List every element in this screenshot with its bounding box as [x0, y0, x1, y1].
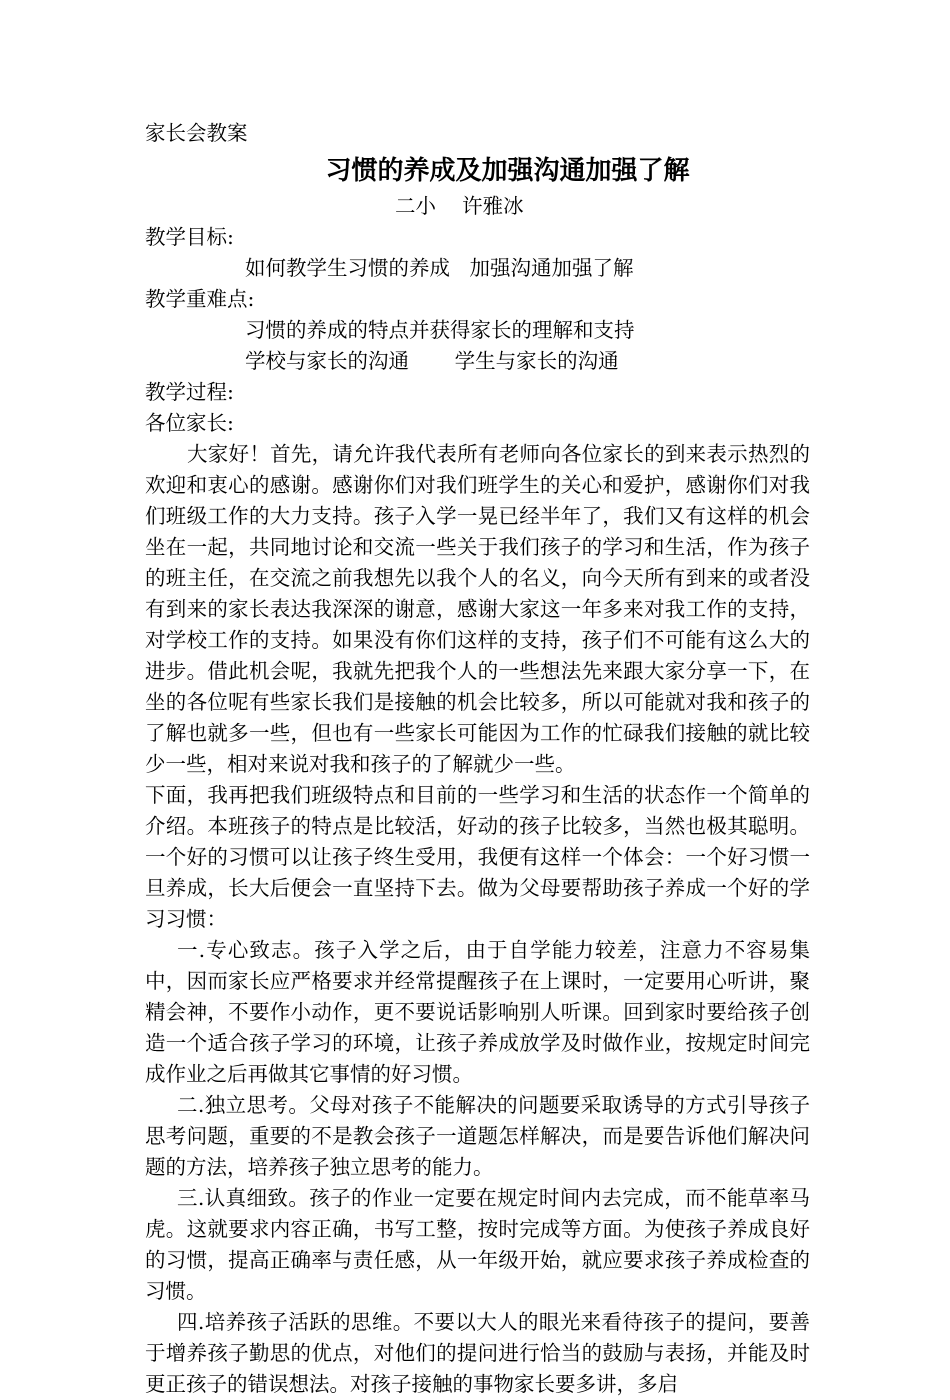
- key-heading: 教学重难点:: [145, 287, 255, 311]
- welcome-paragraph: 大家好！首先，请允许我代表所有老师向各位家长的到来表示热烈的欢迎和衷心的感谢。感谢你们对我们班学生的关心和爱护，感谢你们对我们班级工作的大力支持。孩子入学一晃已经半年了，我们又有这样的机会坐在一起，共同地讨论和交流一些关于我们孩子的学习和生活，作为孩子的班主任，在交流之前我想先以我个人的名义，向今天所有到来的或者没有到来的家长表达我深深的谢意，感谢大家这一年多来对我工作的支持，对学校工作的支持。如果没有你们这样的支持，孩子们不可能有这么大的进步。借此机会呢，我就先把我个人的一些想法先来跟大家分享一下，在坐的各位呢有些家长我们是接触的机会比较多，所以可能就对我和孩子的了解也就多一些，但也有一些家长可能因为工作的忙碌我们接触的就比较少一些，相对来说对我和孩子的了解就少一些。: [145, 442, 810, 776]
- greeting: 各位家长:: [145, 411, 234, 435]
- habit-item-4: 四.培养孩子活跃的思维。不要以大人的眼光来看待孩子的提问，要善于增养孩子勤思的优点，对他们的提问进行恰当的鼓励与表扬，并能及时更正孩子的错误想法。对孩子接触的事物家长要多讲，多启: [145, 1310, 810, 1396]
- key-point-2: 学校与家长的沟通 学生与家长的沟通: [245, 349, 619, 373]
- habit-item-1: 一.专心致志。孩子入学之后，由于自学能力较差，注意力不容易集中，因而家长应严格要求并经常提醒孩子在上课时，一定要用心听讲，聚精会神，不要作小动作，更不要说话影响别人听课。回到家时要给孩子创造一个适合孩子学习的环境，让孩子养成放学及时做作业，按规定时间完成作业之后再做其它事情的好习惯。: [145, 938, 810, 1086]
- document-page: [145, 118, 810, 1400]
- class-intro-paragraph: 下面，我再把我们班级特点和目前的一些学习和生活的状态作一个简单的介绍。本班孩子的特点是比较活，好动的孩子比较多，当然也极其聪明。一个好的习惯可以让孩子终生受用，我便有这样一个体会：一个好习惯一旦养成，长大后便会一直坚持下去。做为父母要帮助孩子养成一个好的学习习惯：: [145, 783, 810, 931]
- key-point-1: 习惯的养成的特点并获得家长的理解和支持: [245, 318, 635, 342]
- goal-text: 如何教学生习惯的养成 加强沟通加强了解: [245, 256, 634, 280]
- habit-item-3: 三.认真细致。孩子的作业一定要在规定时间内去完成，而不能草率马虎。这就要求内容正确，书写工整，按时完成等方面。为使孩子养成良好的习惯，提高正确率与责任感，从一年级开始，就应要求孩子养成检查的习惯。: [145, 1186, 810, 1303]
- doc-type-label: 家长会教案: [145, 121, 248, 145]
- habit-item-2: 二.独立思考。父母对孩子不能解决的问题要采取诱导的方式引导孩子思考问题，重要的不是教会孩子一道题怎样解决，而是要告诉他们解决问题的方法，培养孩子独立思考的能力。: [145, 1093, 810, 1179]
- author-line: 二小 许雅冰: [395, 194, 524, 218]
- goal-heading: 教学目标:: [145, 225, 234, 249]
- document-title: 习惯的养成及加强沟通加强了解: [325, 156, 690, 186]
- process-heading: 教学过程:: [145, 380, 234, 404]
